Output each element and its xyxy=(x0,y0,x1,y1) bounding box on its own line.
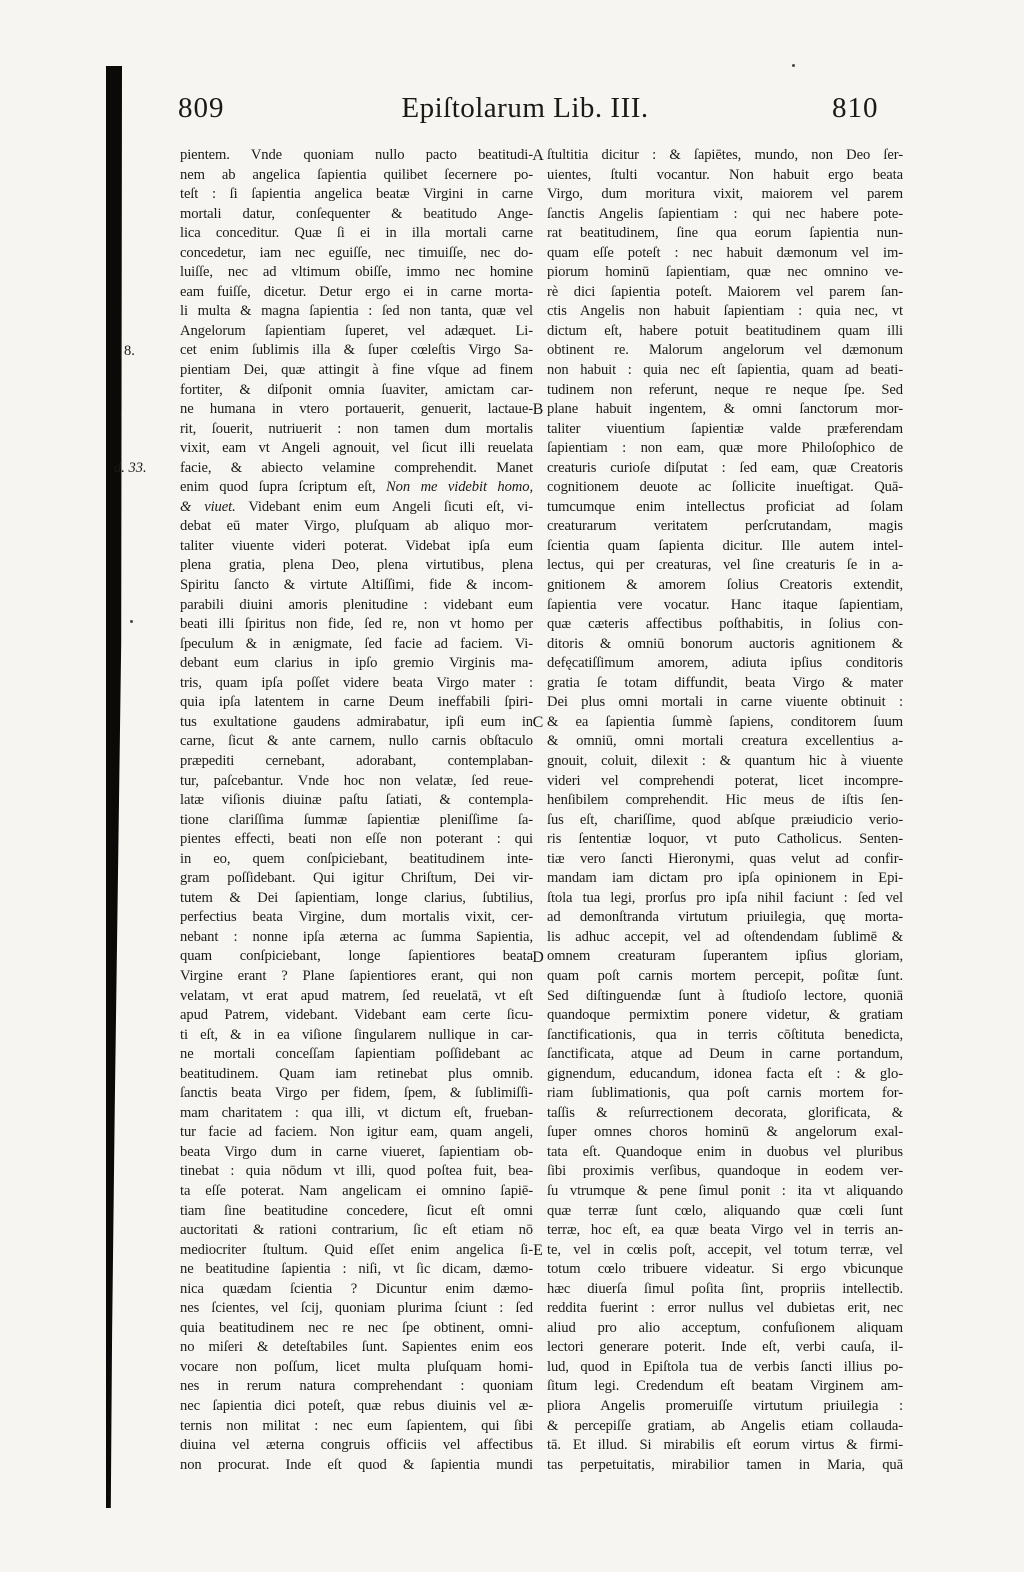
text-line: quæ terræ ſunt cœlo, aliquando quæ cœli ſunt xyxy=(547,1202,903,1219)
text-line: ſuper omnes choros hominū & angelorum exal- xyxy=(547,1124,903,1141)
text-line: ditoris & omniū bonorum auctoris agnitionem & xyxy=(547,635,903,652)
text-line: vocare non poſſum, licet multa pluſquam homi- xyxy=(180,1358,533,1375)
text-line: quandoque permixtim ponere videtur, & gratiam xyxy=(547,1007,903,1024)
text-line: ti eſt, & in ea viſione ſingularem nullique in car- xyxy=(180,1026,533,1043)
text-line: ſu vtrumque & pene ſimul ponit : ita vt aliquando xyxy=(547,1182,903,1199)
text-line: concedetur, iam nec eguiſſe, nec timuiſſe, nec do- xyxy=(180,244,533,261)
text-line: Virgine erant ? Plane ſapientiores erant, qui non xyxy=(180,967,533,984)
section-marker-d: D xyxy=(532,948,544,966)
text-line: cognitionem deuote ac ſollicite inueſtigat. Quā- xyxy=(547,479,903,496)
text-line: gram poſſidebant. Qui igitur Chriſtum, Dei vir- xyxy=(180,870,533,887)
text-line: creaturis curioſe diſputat : ſed eam, quæ Creatoris xyxy=(547,459,903,476)
text-line: in eo, quem conſpiciebant, beatitudinem inte- xyxy=(180,850,533,867)
text-line: præpediti cernebant, adorabant, contemplaban- xyxy=(180,752,533,769)
text-line: ris ſententiæ loquor, vt puto Catholicus. Senten- xyxy=(547,831,903,848)
text-line: & percepiſſe gratiam, ab Angelis etiam collauda- xyxy=(547,1417,903,1434)
text-line: nec ſapientia dici poteſt, quæ rebus diuinis vel æ- xyxy=(180,1398,533,1414)
scan-speck xyxy=(792,64,795,67)
text-line: hæc diuerſa ſimul poſita ſint, propriis intellectib. xyxy=(547,1280,903,1297)
text-line: quam poſt carnis mortem percepit, poſitæ ſunt. xyxy=(547,967,903,984)
text-line: apud Patrem, videbant. Videbant eam certe ſicu- xyxy=(180,1007,533,1024)
text-line: nes ſcientes, vel ſcij, quoniam plurima ſciunt : ſed xyxy=(180,1300,533,1317)
text-line: totum cœlo tribuere videatur. Si ergo vbicunque xyxy=(547,1261,903,1278)
text-column-left xyxy=(180,146,533,1475)
text-line: debant eum clarius in ipſo gremio Virginis ma- xyxy=(180,655,533,672)
section-marker-c: C xyxy=(532,713,544,731)
text-line: ſitum legi. Credendum eſt beatam Virginem am- xyxy=(547,1378,903,1395)
text-line: & ea ſapientia ſummè ſapiens, conditorem ſuum xyxy=(547,713,903,730)
text-line: lud, quod in Epiſtola tua de verbis ſancti illius po- xyxy=(547,1358,903,1375)
text-line: Sed diſtinguendæ ſunt à ſtudioſo lectore, quoniā xyxy=(547,987,903,1004)
text-line: luiſſe, nec ad vltimum obiſſe, immo nec homine xyxy=(180,264,533,281)
text-line: gnouit, coluit, dilexit : & quantum hic à viuente xyxy=(547,752,903,769)
text-line: ne humana in vtero portauerit, genuerit, lactaue- xyxy=(180,401,533,418)
text-line: tudinem non referunt, neque re neque ſpe. Sed xyxy=(547,381,903,398)
text-line: obtinent re. Malorum angelorum vel dæmonum xyxy=(547,342,903,359)
text-line: nem ab angelica ſapientia quilibet ſecernere po- xyxy=(180,166,533,183)
text-line: ſibi proximis verſibus, quandoque in eodem ver- xyxy=(547,1163,903,1180)
text-line: pientem. Vnde quoniam nullo pacto beatitudi- xyxy=(180,147,533,163)
text-line: carne, ſicut & ante carnem, nullo carnis obſtaculo xyxy=(180,733,533,750)
text-line: Dei plus omni mortali in carne viuente obtinuit : xyxy=(547,694,903,711)
text-line: ta eſſe poterat. Nam angelicam ei omnino ſapiē- xyxy=(180,1182,533,1199)
text-line: plane habuit ingentem, & omni ſanctorum mor- xyxy=(547,401,903,418)
text-line: facie, & abiecto velamine comprehendit. Manet xyxy=(180,459,533,476)
section-marker-e: E xyxy=(533,1241,543,1259)
text-line: ſtola tua legi, prorſus pro ipſa nihil faciunt : ſed vel xyxy=(547,889,903,906)
text-line: tus exultatione gaudens admirabatur, ipſi eum in xyxy=(180,713,533,730)
text-line: cet enim ſublimis illa & ſuper cœleſtis Virgo Sa- xyxy=(180,342,533,359)
text-line: creaturarum veritatem perſcrutandam, magis xyxy=(547,518,903,535)
text-line: tutem & Dei ſapientiam, longe clarius, ſubtilius, xyxy=(180,889,533,906)
text-column-right xyxy=(547,146,903,1475)
text-line: mam charitatem : qua illi, vt dictum eſt, frueban- xyxy=(180,1104,533,1121)
text-line: terræ, hoc eſt, ea quæ beata Virgo vel in terris an- xyxy=(547,1222,903,1239)
text-line: nes in rerum natura comprehendant : quoniam xyxy=(180,1378,533,1395)
text-line: beati illi ſpiritus non fide, ſed re, non vt homo per xyxy=(180,616,533,633)
text-line: ſanctificata, atque ad Deum in carne portandum, xyxy=(547,1046,903,1063)
text-line: non procurat. Inde eſt quod & ſapientia mundi xyxy=(180,1456,533,1473)
text-line: ſanctificationis, qua in terris cōſtituta benedicta, xyxy=(547,1026,903,1043)
text-line: rè dici ſapientia poteſt. Maiorem vel parem ſan- xyxy=(547,283,903,300)
page-number-right: 810 xyxy=(832,92,879,124)
text-line: latæ viſionis diuinæ paſtu ſatiati, & contempla- xyxy=(180,792,533,809)
text-line: ſcientia quam ſapienta dicitur. Ille autem intel- xyxy=(547,537,903,554)
text-line: tris, quam ipſa poſſet videre beata Virgo mater : xyxy=(180,674,533,691)
text-line: fortiter, & diſponit omnia ſuaviter, amictam car- xyxy=(180,381,533,398)
text-line: tur facie ad faciem. Non igitur eam, quam angeli, xyxy=(180,1124,533,1141)
text-line: Spiritu ſancto & virtute Altiſſimi, fide & incom- xyxy=(180,577,533,594)
text-line: quam conſpiciebant, longe ſapientiores beata xyxy=(180,948,533,965)
text-line: taſſis & reſurrectionem decorata, glorificata, & xyxy=(547,1104,903,1121)
text-line: ternis non militat : nec eum ſapientem, qui ſibi xyxy=(180,1417,533,1434)
text-line: ſpeculum & in ænigmate, ſed facie ad faciem. Vi- xyxy=(180,635,533,652)
text-line: rit, ſouerit, nutriuerit : non tamen dum mortalis xyxy=(180,420,533,437)
text-line: gratia ſe totam diffundit, beata Virgo & mater xyxy=(547,674,903,691)
text-line: tā. Et illud. Si mirabilis eſt eorum virtus & firmi- xyxy=(547,1437,903,1454)
text-line: & omniū, omni mortali creatura excellentius a- xyxy=(547,733,903,750)
section-marker-a: A xyxy=(532,147,544,164)
text-line: riam ſublimationis, qua poſt carnis mortem for- xyxy=(547,1085,903,1102)
text-line: quæ cæteris affectibus poſthabitis, in ſolius con- xyxy=(547,616,903,633)
text-line: li multa & magna ſapientia : ſed non tanta, quæ vel xyxy=(180,303,533,320)
text-line: tione clariſſima ſummæ ſapientiæ pleniſſime ſa- xyxy=(180,811,533,828)
text-line: nebant : nonne ipſa æterna ac ſumma Sapientia, xyxy=(180,928,533,945)
text-line: gnitionem & amorem ſolius Creatoris extendit, xyxy=(547,577,903,594)
text-line: te, vel in cœlis poſt, accepit, vel totum terræ, vel xyxy=(547,1241,903,1258)
text-line: eam fuiſſe, dicetur. Detur ergo ei in carne morta- xyxy=(180,283,533,300)
text-line: beatitudinem. Quam iam retinebat plus omnib. xyxy=(180,1065,533,1082)
text-line: mortali datur, conſequenter & beatitudo Ange- xyxy=(180,205,533,222)
text-line: ſanctis Angelis ſapientiam : qui nec habere pote- xyxy=(547,205,903,222)
text-line: lis adhuc accepit, vel ad oſtendendam ſublimē & xyxy=(547,928,903,945)
text-line: rat beatitudinem, ſine qua eorum ſapientia nun- xyxy=(547,225,903,242)
text-line: diuina vel æterna congruis officiis vel affectibus xyxy=(180,1437,533,1454)
text-line: ſtultitia dicitur : & ſapiētes, mundo, non Deo ſer- xyxy=(547,147,903,163)
text-line: reddita fuerint : error nullus vel dubietas erit, nec xyxy=(547,1300,903,1317)
binding-shadow-bar xyxy=(106,66,122,1508)
text-line: omnem creaturam ſuperantem ipſius gloriam, xyxy=(547,948,903,965)
text-line: non habuit : quia nec eſt ſapientia, quam ad beati- xyxy=(547,362,903,379)
text-line: tumcumque enim intellectus proficiat ad ſolam xyxy=(547,498,903,515)
text-line: pientiam Dei, quæ attingit à fine vſque ad finem xyxy=(180,362,533,379)
text-line: tiæ vero ſancti Hieronymi, quas velut ad confir- xyxy=(547,850,903,867)
text-line: quia ipſa latentem in carne Deum ineffabili ſpiri- xyxy=(180,694,533,711)
text-line: no miſeri & deteſtabiles ſunt. Sapientes enim eos xyxy=(180,1339,533,1356)
text-line: lectus, qui per creaturas, vel ſine creaturis ſe in a- xyxy=(547,557,903,574)
text-line: Virgo, dum moritura vixit, maiorem vel parem xyxy=(547,186,903,203)
text-line: teſt : ſi ſapientia angelica beatæ Virgini in carne xyxy=(180,186,533,203)
text-line: mediocriter ſtultum. Quid eſſet enim angelica ſi- xyxy=(180,1241,533,1258)
text-line: tiam ſine beatitudine concedere, ſicut eſt omni xyxy=(180,1202,533,1219)
text-line: lica conceditur. Quæ ſi ei in illa mortali carne xyxy=(180,225,533,242)
text-line: henſibilem comprehendit. Hic meus de iſtis ſen- xyxy=(547,792,903,809)
text-line: & viuet. Videbant enim eum Angeli ſicuti eſt, vi- xyxy=(180,498,533,515)
text-line: gignendum, educandum, idonea facta eſt : & glo- xyxy=(547,1065,903,1082)
text-line: ſanctis beata Virgo per fidem, ſpem, & ſublimiſſi- xyxy=(180,1085,533,1102)
text-line: pliora Angelis promeruiſſe virtutum priuilegia : xyxy=(547,1398,903,1414)
text-line: aliud pro alio acceptum, confuſionem aliquam xyxy=(547,1319,903,1336)
text-line: auctoritati & rationi contrarium, ſic eſt etiam nō xyxy=(180,1222,533,1239)
text-line: taliter viuentium ſapientiæ valde præferendam xyxy=(547,420,903,437)
text-line: ſapientiam : non eam, quæ more Philoſophico de xyxy=(547,440,903,457)
text-line: uientes, ſtulti vocantur. Non habuit ergo beata xyxy=(547,166,903,183)
section-marker-b: B xyxy=(532,401,544,419)
text-line: ctis Angelis non habuit ſapientiam : quia nec, vt xyxy=(547,303,903,320)
text-line: pientes effecti, beati non eſſe non poterant : qui xyxy=(180,831,533,848)
page-header xyxy=(0,92,1024,132)
text-line: videri vel comprehendi poterat, licet incompre- xyxy=(547,772,903,789)
text-line: velatam, vt erat apud matrem, ſed reuelatā, vt eſt xyxy=(180,987,533,1004)
text-line: nica quædam ſcientia ? Dicuntur enim dæmo- xyxy=(180,1280,533,1297)
text-line: lectori generare poterit. Inde eſt, verbi cauſa, il- xyxy=(547,1339,903,1356)
page-number-left: 809 xyxy=(178,92,225,124)
text-line: ſapientia vere vocatur. Hanc itaque ſapientiam, xyxy=(547,596,903,613)
text-line: taliter viuente videri poterat. Videbat ipſa eum xyxy=(180,537,533,554)
text-line: debat eū mater Virgo, pluſquam ab aliquo mor- xyxy=(180,518,533,535)
text-line: quam eſſe poteſt : nec habuit dæmonum vel im- xyxy=(547,244,903,261)
text-line: plena gratia, plena Deo, plena virtutibus, plena xyxy=(180,557,533,574)
text-line: piorum hominū ſapientiam, quæ nec omnino ve- xyxy=(547,264,903,281)
text-line: mandam iam dictam pro ipſa opinionem in Epi- xyxy=(547,870,903,887)
text-line: quia beatitudinem nec re nec ſpe obtinent, omni- xyxy=(180,1319,533,1336)
text-line: ſus eſt, chariſſime, quod abſque præiudicio verio- xyxy=(547,811,903,828)
text-line: tas perpetuitatis, mirabilior tamen in Maria, quā xyxy=(547,1456,903,1473)
text-line: ad demonſtranda virtutum priuilegia, quę morta- xyxy=(547,909,903,926)
text-line: beata Virgo dum in carne viueret, ſapientiam ob- xyxy=(180,1143,533,1160)
text-line: defęcatiſſimum amorem, adiuta ipſius conditoris xyxy=(547,655,903,672)
text-line: tinebat : quia nōdum vt illi, quod poſtea fuit, bea- xyxy=(180,1163,533,1180)
text-line: enim quod ſupra ſcriptum eſt, Non me videbit homo, xyxy=(180,479,533,496)
running-title: Epiſtolarum Lib. III. xyxy=(401,92,649,124)
text-line: parabili diuini amoris plenitudine : videbant eum xyxy=(180,596,533,613)
text-line: tur, paſcebantur. Vnde hoc non velatæ, ſed reue- xyxy=(180,772,533,789)
text-line: dictum eſt, habere potuit beatitudinem quam illi xyxy=(547,322,903,339)
margin-note: 8. xyxy=(124,342,135,359)
text-line: ne mortali conceſſam ſapientiam poſſidebant ac xyxy=(180,1046,533,1063)
text-line: Angelorum ſapientiam ſuperet, vel adæquet. Li- xyxy=(180,322,533,339)
text-line: tata eſt. Quandoque enim in duobus vel pluribus xyxy=(547,1143,903,1160)
text-line: perfectius beata Virgine, dum mortalis vixit, cer- xyxy=(180,909,533,926)
margin-note: d. 33. xyxy=(114,459,147,476)
text-line: vixit, eam vt Angeli agnouit, vel ſicut illi reuelata xyxy=(180,440,533,457)
text-line: ne beatitudine ſapientia : niſi, vt ſic dicam, dæmo- xyxy=(180,1261,533,1278)
scan-speck xyxy=(130,620,133,623)
